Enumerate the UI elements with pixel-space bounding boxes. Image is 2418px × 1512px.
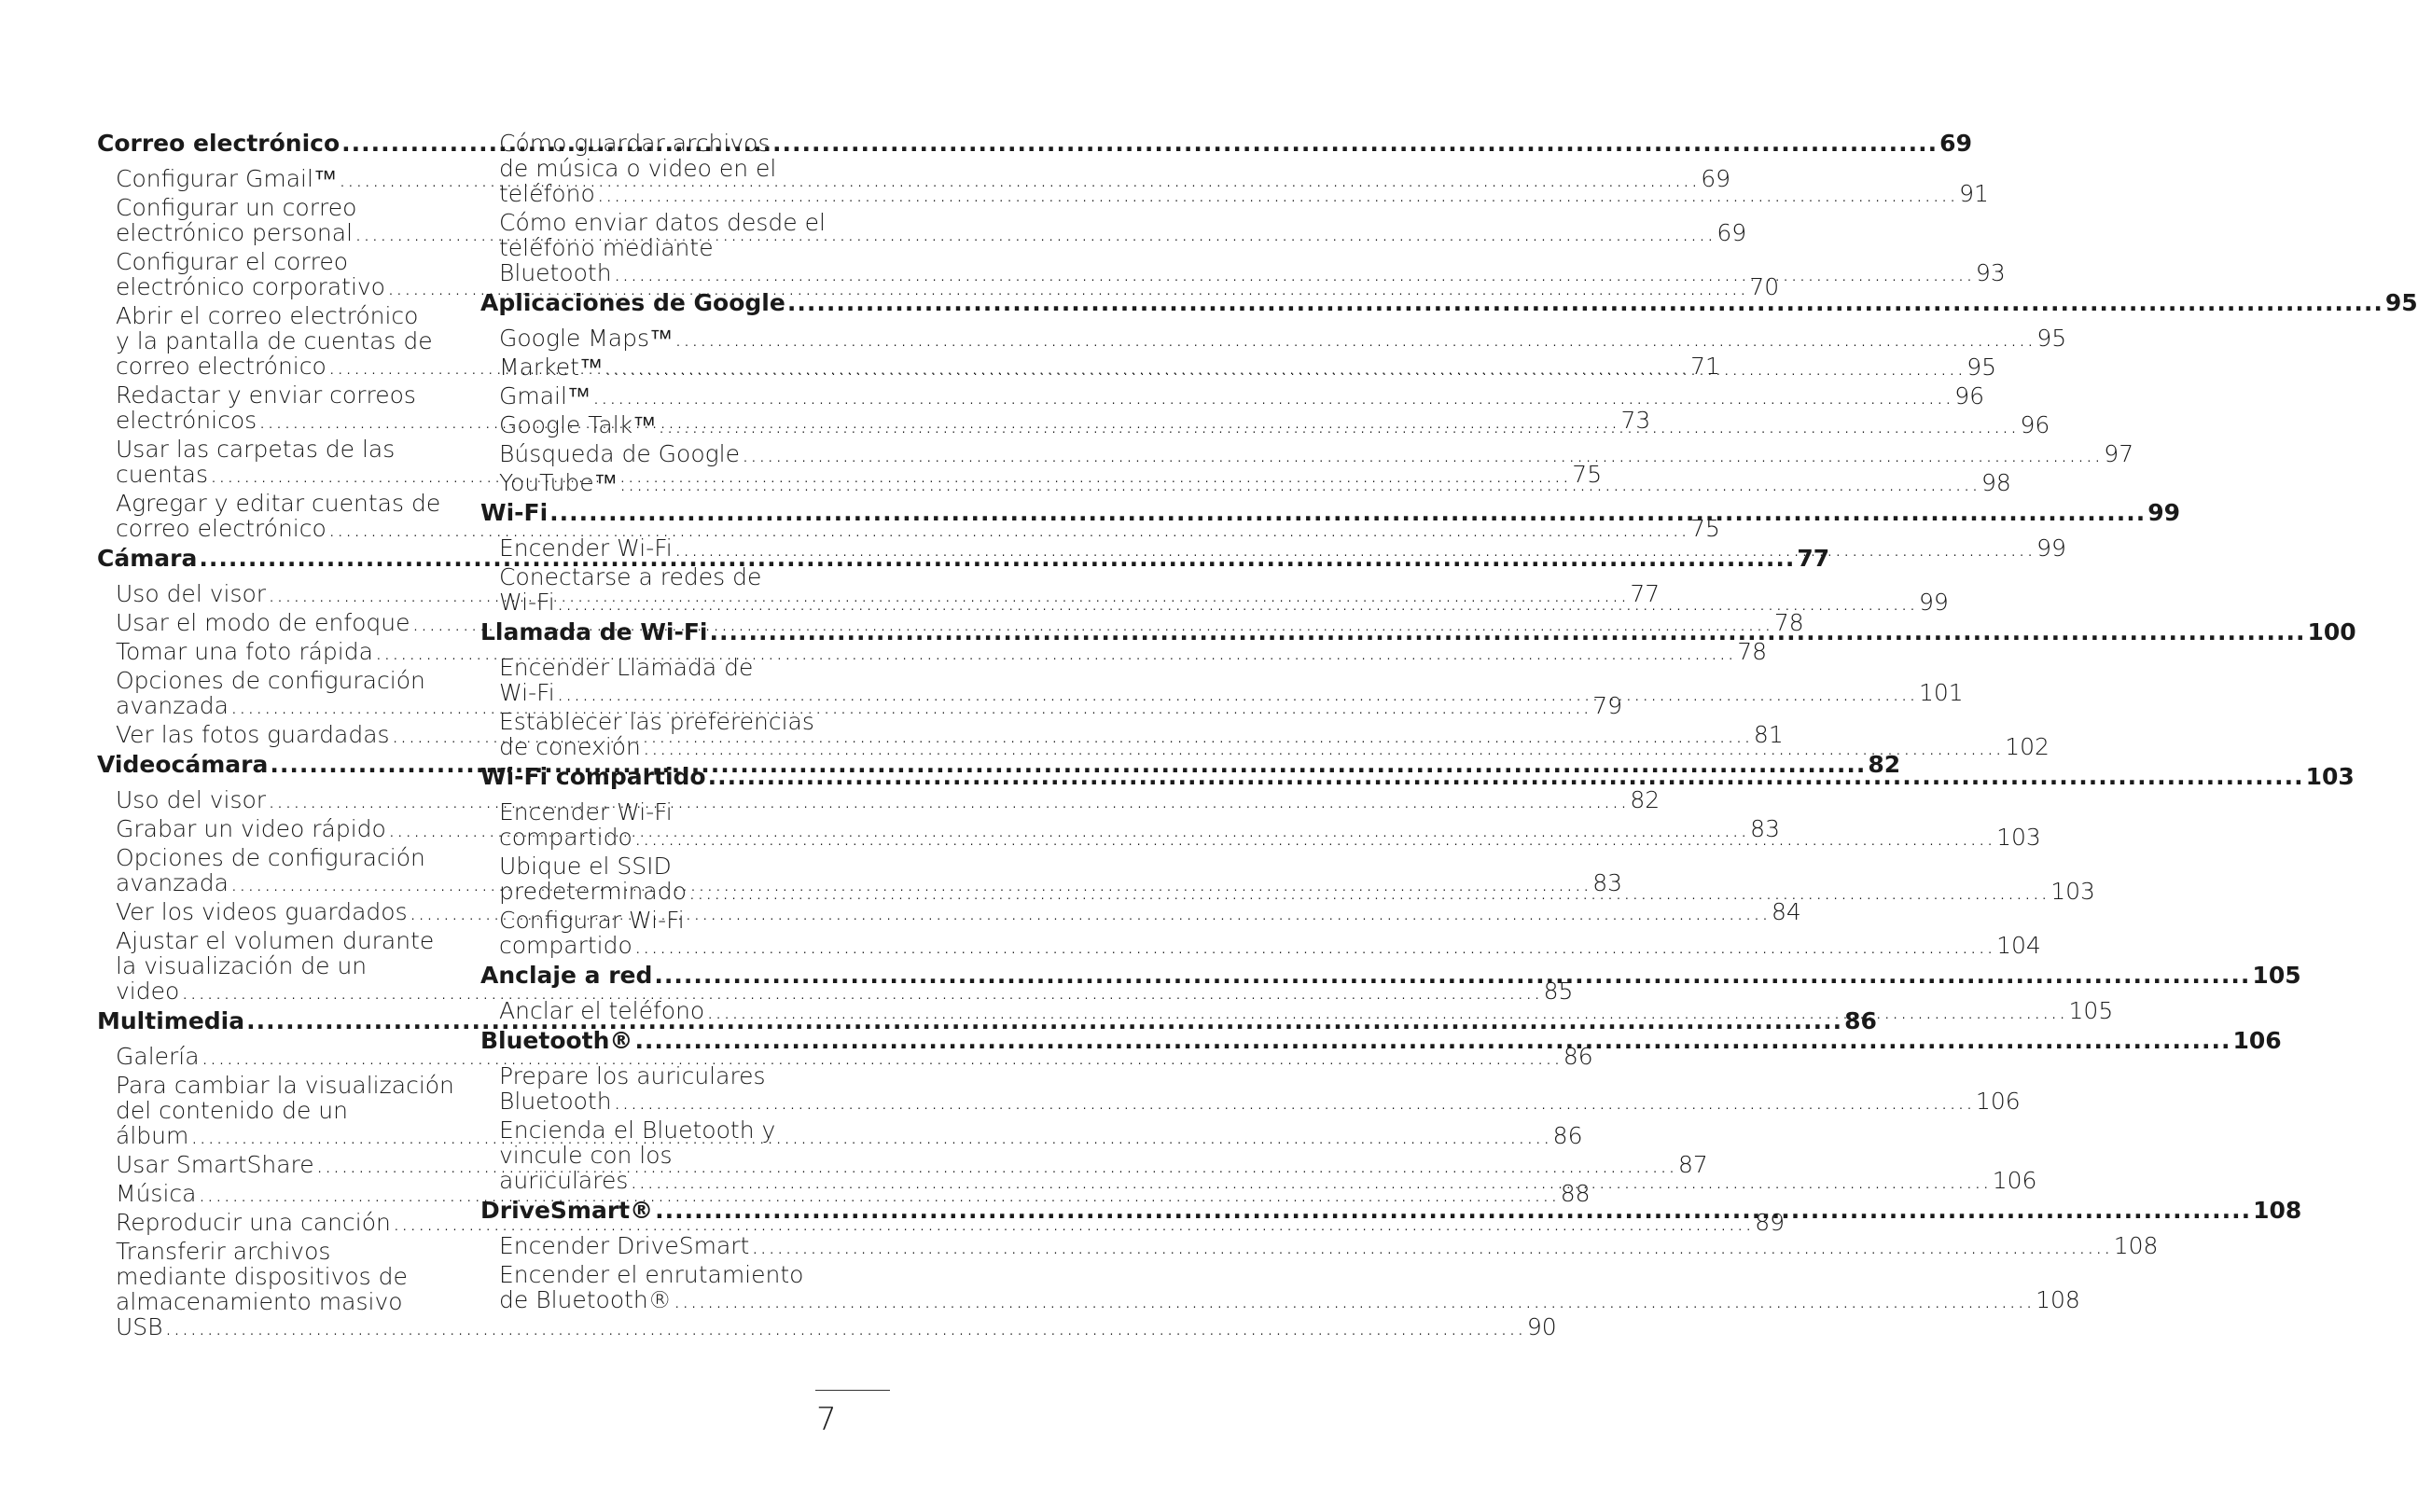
toc-entry-title-line: Ubique el SSID (499, 853, 672, 880)
toc-page-number: 106 (1975, 1088, 2021, 1115)
dot-leader (709, 619, 2305, 645)
toc-entry-title: Aplicaciones de Google (480, 289, 785, 316)
toc-entry-title: video (116, 978, 180, 1005)
toc-entry-title-line: vincule con los (499, 1142, 673, 1169)
dot-leader (630, 1168, 1990, 1193)
toc-entry-title-line: y la pantalla de cuentas de (116, 327, 433, 354)
toc-entry-title: Bluetooth (499, 1088, 612, 1115)
toc-entry-title: compartido (499, 824, 632, 851)
toc-entry[interactable] (480, 440, 2134, 467)
toc-page-number: 78 (1737, 638, 1768, 665)
toc-entry-title: Correo electrónico (97, 130, 340, 157)
dot-leader (614, 260, 1974, 285)
dot-leader (190, 1123, 1550, 1148)
dot-leader (751, 1233, 2111, 1258)
toc-entry-title-line: Para cambiar la visualización (116, 1072, 454, 1099)
toc-page-number: 108 (2113, 1232, 2159, 1259)
page-number: 7 (816, 1401, 837, 1438)
toc-entry-title: cuentas (116, 461, 208, 488)
dot-leader (268, 787, 1628, 812)
dot-leader (654, 963, 2250, 989)
toc-entry-title-line: Opciones de configuración (116, 667, 425, 694)
toc-entry-title-line: de música o video en el (499, 155, 777, 182)
toc-entry-title: Anclaje a red (480, 962, 653, 989)
toc-page-number: 89 (1755, 1209, 1785, 1236)
dot-leader (787, 290, 2383, 316)
toc-entry-title-line: Usar las carpetas de las (116, 436, 396, 463)
toc-entry-title-line: Configurar el correo (116, 248, 349, 275)
toc-page-number: 86 (1552, 1122, 1583, 1149)
toc-entry-title-line: Opciones de configuración (116, 844, 425, 871)
toc-page-number: 86 (1563, 1043, 1593, 1070)
toc-entry-title: Ver las fotos guardadas (116, 721, 390, 748)
toc-entry-title-line: Encender Llamada de (499, 654, 754, 681)
toc-page-number: 100 (2307, 618, 2356, 645)
toc-entry-title: teléfono (499, 180, 595, 207)
toc-entry-title: Usar el modo de enfoque (116, 609, 410, 636)
dot-leader (708, 764, 2304, 790)
toc-entry-title: Gmail™ (499, 382, 591, 409)
toc-page-number: 102 (2005, 733, 2050, 760)
toc-page-number: 81 (1753, 721, 1784, 748)
toc-entry-title: Llamada de Wi-Fi (480, 618, 708, 645)
toc-entry-title-line: Agregar y editar cuentas de (116, 490, 441, 517)
toc-page-number: 101 (1918, 679, 1964, 706)
toc-page-number: 75 (1690, 515, 1720, 542)
toc-page-number: 99 (2147, 499, 2180, 526)
toc-page-number: 96 (1954, 382, 1985, 409)
toc-page-number: 99 (2036, 534, 2066, 562)
toc-entry-title-line: mediante dispositivos de (116, 1263, 408, 1290)
toc-page-number: 83 (1592, 869, 1623, 896)
toc-entry-title-line: Configurar Wi-Fi (499, 907, 685, 934)
toc-entry[interactable] (480, 382, 1985, 409)
toc-page-number: 105 (2252, 962, 2301, 989)
dot-leader (634, 1028, 2230, 1054)
toc-entry-title: Bluetooth® (480, 1027, 633, 1054)
toc-page-number: 88 (1560, 1180, 1591, 1207)
toc-entry-title: Grabar un video rápido (116, 815, 386, 842)
toc-entry-title: Usar SmartShare (116, 1151, 314, 1178)
toc-page-number: 95 (2036, 325, 2067, 352)
page-number-rule (815, 1390, 890, 1391)
toc-entry-title: correo electrónico (116, 515, 327, 542)
dot-leader (549, 500, 2146, 526)
toc-entry-title: Cámara (97, 545, 198, 572)
dot-leader (634, 933, 1994, 958)
toc-entry-title: predeterminado (499, 878, 687, 905)
toc-entry-title: Configurar Gmail™ (116, 165, 337, 192)
toc-entry-title: Multimedia (97, 1007, 245, 1034)
toc-entry-title-line: Encienda el Bluetooth y (499, 1117, 776, 1144)
toc-entry-title-line: Configurar un correo (116, 194, 357, 221)
toc-entry-title: Uso del visor (116, 580, 267, 607)
toc-page-number: 69 (1939, 130, 1972, 157)
toc-page-number: 73 (1620, 407, 1651, 434)
toc-entry-title: electrónicos (116, 407, 257, 434)
toc-entry-title-line: almacenamiento masivo (116, 1288, 403, 1315)
toc-page-number: 103 (2050, 878, 2095, 905)
toc-entry-title-line: Ajustar el volumen durante (116, 927, 435, 954)
dot-leader (674, 326, 2035, 351)
toc-section-heading[interactable] (480, 499, 2180, 526)
dot-leader (557, 590, 1917, 615)
toc-page-number: 91 (1959, 180, 1989, 207)
toc-page-number: 93 (1975, 259, 2006, 286)
toc-entry-title: Encender DriveSmart (499, 1232, 750, 1259)
toc-page-number: 75 (1572, 461, 1603, 488)
toc-entry-title: electrónico corporativo (116, 273, 385, 300)
toc-entry-title-line: Transferir archivos (116, 1238, 331, 1265)
toc-page-number: 78 (1773, 609, 1804, 636)
toc-entry-title: Tomar una foto rápida (116, 638, 373, 665)
dot-leader (634, 825, 1994, 850)
toc-entry-title: YouTube™ (499, 469, 618, 496)
toc-entry-title: de conexión (499, 733, 641, 760)
toc-entry-title: Anclar el teléfono (499, 997, 705, 1024)
toc-page-number: 105 (2068, 997, 2114, 1024)
dot-leader (619, 470, 1980, 495)
toc-entry-title: avanzada (116, 692, 229, 719)
toc-page-number: 82 (1868, 751, 1901, 778)
toc-entry-title: Wi-Fi compartido (480, 763, 706, 790)
dot-leader (674, 535, 2035, 561)
toc-page-number: 86 (1844, 1007, 1877, 1034)
dot-leader (614, 1089, 1974, 1114)
toc-section-heading[interactable] (480, 1027, 2282, 1054)
toc-entry-title: auriculares (499, 1167, 629, 1194)
dot-leader (688, 879, 2049, 904)
toc-entry-title: de Bluetooth® (499, 1286, 672, 1313)
toc-entry-title: Google Maps™ (499, 325, 674, 352)
toc-page-number: 71 (1690, 353, 1720, 380)
toc-entry-title: Música (116, 1180, 197, 1207)
toc-page-number: 104 (1996, 932, 2041, 959)
toc-entry-title-line: Redactar y enviar correos (116, 381, 416, 409)
toc-page-number: 108 (2036, 1286, 2080, 1313)
toc-entry-title-line: Conectarse a redes de (499, 563, 762, 590)
toc-section-heading[interactable] (480, 962, 2301, 989)
toc-page-number: 84 (1771, 898, 1801, 925)
toc-entry-title: Videocámara (97, 751, 269, 778)
toc-entry-title: Market™ (499, 354, 603, 381)
toc-entry-title-line: del contenido de un (116, 1097, 348, 1124)
toc-entry-title-line: Prepare los auriculares (499, 1062, 766, 1089)
toc-entry[interactable] (97, 638, 1768, 665)
toc-page-number: 87 (1677, 1151, 1708, 1178)
dot-leader (655, 1198, 2251, 1224)
toc-entry-title: Wi-Fi (499, 589, 555, 616)
toc-page-number: 108 (2253, 1197, 2302, 1224)
toc-page-number: 106 (2232, 1027, 2282, 1054)
dot-leader (597, 181, 1957, 206)
toc-entry-title: USB (116, 1313, 163, 1340)
toc-entry-title-line: la visualización de un (116, 952, 368, 979)
toc-page-number: 106 (1992, 1167, 2037, 1194)
toc-entry-title: Encender Wi-Fi (499, 534, 673, 562)
toc-entry-title-line: Encender el enrutamiento (499, 1261, 804, 1288)
toc-entry-title: Ver los videos guardados (116, 898, 408, 925)
toc-page-number: 77 (1630, 580, 1661, 607)
toc-entry-title: Galería (116, 1043, 200, 1070)
dot-leader (742, 441, 2102, 466)
toc-section-heading[interactable] (480, 289, 2418, 316)
toc-entry-title: correo electrónico (116, 353, 327, 380)
toc-entry-title: Wi-Fi (499, 679, 555, 706)
toc-entry[interactable] (480, 325, 2067, 352)
dot-leader (165, 1314, 1525, 1339)
toc-entry-title: Wi-Fi (480, 499, 549, 526)
toc-page-number: 95 (1966, 354, 1997, 381)
toc-page-number: 98 (1981, 469, 2011, 496)
toc-entry-title: Reproducir una canción (116, 1209, 391, 1236)
toc-entry-title-line: teléfono mediante (499, 234, 714, 261)
dot-leader (604, 354, 1965, 380)
toc-page-number: 83 (1750, 815, 1780, 842)
toc-page-number: 69 (1716, 219, 1747, 246)
toc-entry-title: Bluetooth (499, 259, 612, 286)
toc-page-number: 95 (2384, 289, 2418, 316)
toc-entry-title-line: Cómo guardar archivos (499, 130, 771, 157)
toc-page-number: 97 (2104, 440, 2134, 467)
toc-page-number: 77 (1797, 545, 1830, 572)
toc-entry-title-line: Establecer las preferencias (499, 708, 814, 735)
toc-entry-title: electrónico personal (116, 219, 354, 246)
toc-page-number: 90 (1526, 1313, 1557, 1340)
toc-page-number: 79 (1592, 692, 1623, 719)
toc-entry-title: avanzada (116, 869, 229, 896)
toc-page-number: 70 (1749, 273, 1780, 300)
toc-entry-title: Uso del visor (116, 786, 267, 813)
toc-entry[interactable] (480, 1232, 2159, 1259)
dot-leader (674, 1287, 2034, 1312)
toc-entry-title: compartido (499, 932, 632, 959)
toc-entry-title-line: Cómo enviar datos desde el (499, 209, 826, 236)
toc-page-number: 82 (1630, 786, 1661, 813)
toc-page-number: 96 (2020, 411, 2050, 438)
dot-leader (658, 412, 2018, 437)
toc-entry-title-line: Encender Wi-Fi (499, 798, 673, 825)
toc-entry[interactable] (480, 1261, 2080, 1313)
toc-entry-title: Búsqueda de Google (499, 440, 740, 467)
dot-leader (557, 680, 1917, 705)
toc-page-number: 103 (2305, 763, 2355, 790)
toc-entry-title: Google Talk™ (499, 411, 657, 438)
dot-leader (592, 383, 1952, 409)
toc-page-number: 99 (1918, 589, 1949, 616)
toc-entry-title-line: Abrir el correo electrónico (116, 302, 419, 329)
toc-page-number: 103 (1996, 824, 2041, 851)
toc-page-number: 85 (1543, 978, 1574, 1005)
toc-entry[interactable] (480, 1062, 2021, 1115)
toc-entry-title: álbum (116, 1122, 189, 1149)
toc-page-number: 69 (1701, 165, 1731, 192)
dot-leader (706, 998, 2066, 1023)
dot-leader (643, 734, 2003, 759)
toc-entry[interactable] (97, 1043, 1593, 1070)
toc-entry-title: DriveSmart® (480, 1197, 654, 1224)
